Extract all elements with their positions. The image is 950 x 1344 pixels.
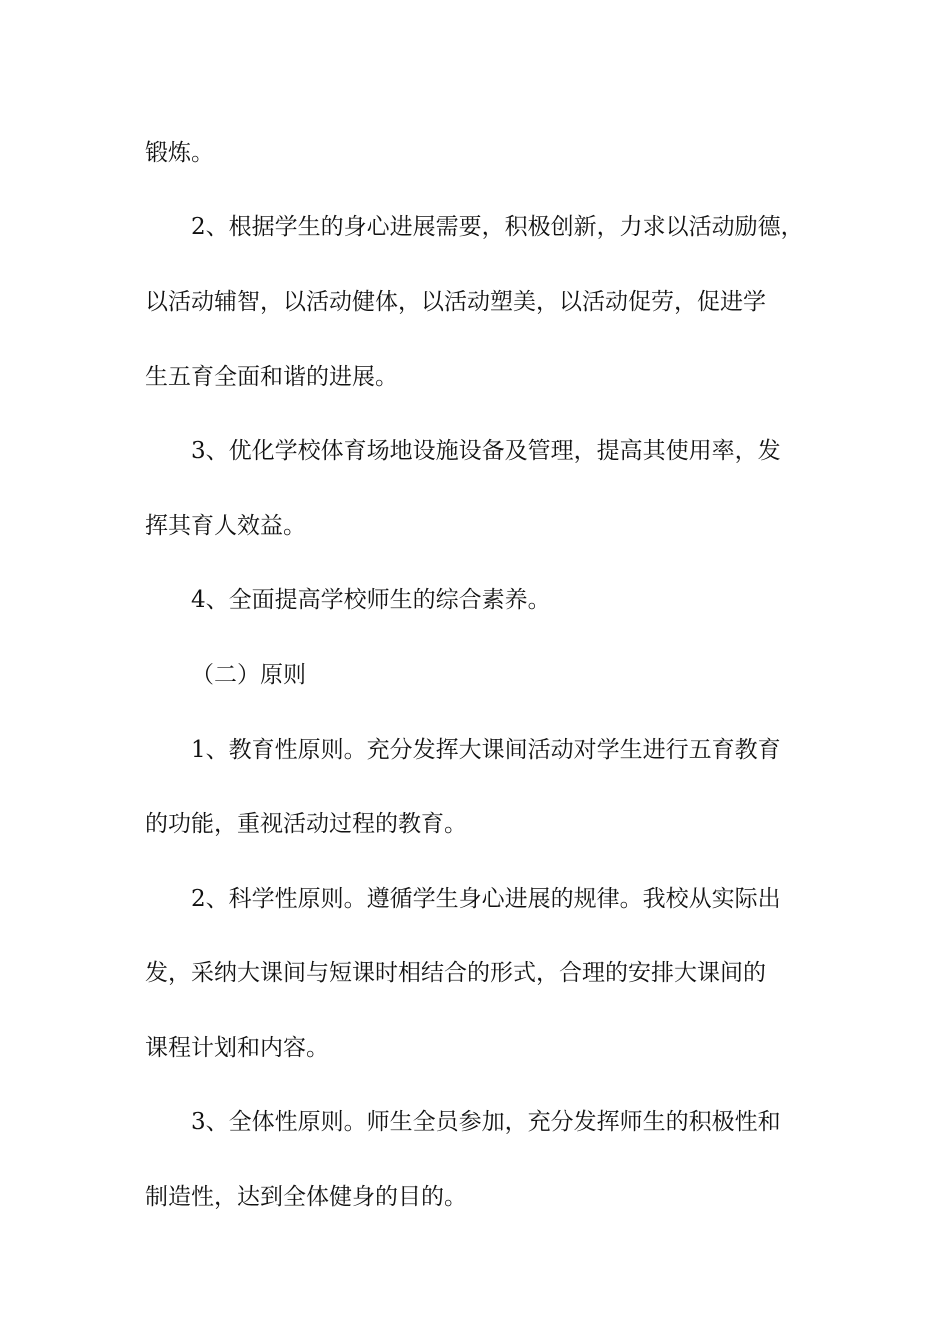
paragraph-line: 课程计划和内容。 <box>145 1035 329 1061</box>
paragraph-line: 3、优化学校体育场地设施设备及管理，提高其使用率，发 <box>191 438 781 464</box>
paragraph-line: 3、全体性原则。师生全员参加，充分发挥师生的积极性和 <box>191 1109 781 1135</box>
paragraph-line: 生五育全面和谐的进展。 <box>145 364 398 390</box>
paragraph-line: 的功能，重视活动过程的教育。 <box>145 811 467 837</box>
paragraph-line: 制造性，达到全体健身的目的。 <box>145 1184 467 1210</box>
paragraph-line: 4、全面提高学校师生的综合素养。 <box>191 587 551 613</box>
paragraph-line: 挥其育人效益。 <box>145 513 306 539</box>
paragraph-line: 2、科学性原则。遵循学生身心进展的规律。我校从实际出 <box>191 886 781 912</box>
paragraph-line: 锻炼。 <box>145 140 214 166</box>
paragraph-line: 以活动辅智，以活动健体，以活动塑美，以活动促劳，促进学 <box>145 289 766 315</box>
paragraph-line: 发，采纳大课间与短课时相结合的形式，合理的安排大课间的 <box>145 960 766 986</box>
paragraph-line: 2、根据学生的身心进展需要，积极创新，力求以活动励德， <box>191 214 804 240</box>
paragraph-line: 1、教育性原则。充分发挥大课间活动对学生进行五育教育 <box>191 737 781 763</box>
section-heading: （二）原则 <box>191 662 306 688</box>
